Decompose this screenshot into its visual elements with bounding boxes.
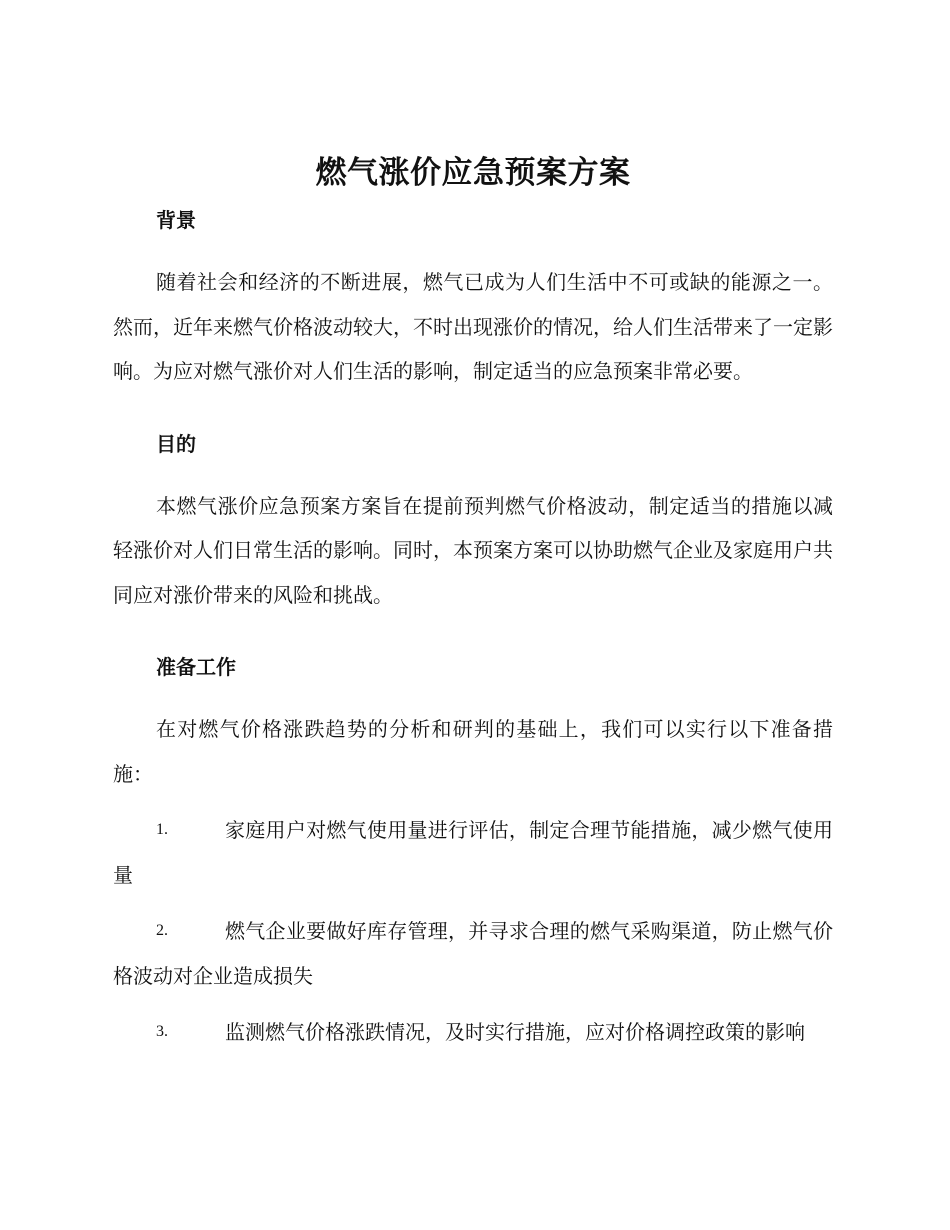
section-paragraph-preparation: 在对燃气价格涨跌趋势的分析和研判的基础上，我们可以实行以下准备措施： [113,717,833,786]
section-paragraph-purpose: 本燃气涨价应急预案方案旨在提前预判燃气价格波动，制定适当的措施以减轻涨价对人们日常生活的影响。同时，本预案方案可以协助燃气企业及家庭用户共同应对涨价带来的风险和挑战。 [113,493,833,607]
section-heading-background: 背景 [156,208,196,232]
list-item-text: 监测燃气价格涨跌情况，及时实行措施，应对价格调控政策的影响 [225,1020,805,1044]
document-page [113,150,833,1055]
section-paragraph-background: 随着社会和经济的不断进展，燃气已成为人们生活中不可或缺的能源之一。然而，近年来燃气价格波动较大，不时出现涨价的情况，给人们生活带来了一定影响。为应对燃气涨价对人们生活的影响，制定适当的应急预案非常必要。 [113,270,833,383]
list-item-text: 燃气企业要做好库存管理，并寻求合理的燃气采购渠道，防止燃气价格波动对企业造成损失 [113,919,833,988]
preparation-measures-list [113,808,833,1055]
list-item [113,808,833,897]
list-item-number: 1. [156,821,168,838]
section-heading-preparation: 准备工作 [156,655,236,679]
section-heading-purpose: 目的 [156,431,196,456]
list-item [113,1010,833,1055]
list-item-text: 家庭用户对燃气使用量进行评估，制定合理节能措施，减少燃气使用量 [113,818,833,887]
list-item [113,909,833,998]
document-title: 燃气涨价应急预案方案 [315,155,631,191]
list-item-number: 2. [156,922,168,939]
list-item-number: 3. [156,1023,168,1040]
